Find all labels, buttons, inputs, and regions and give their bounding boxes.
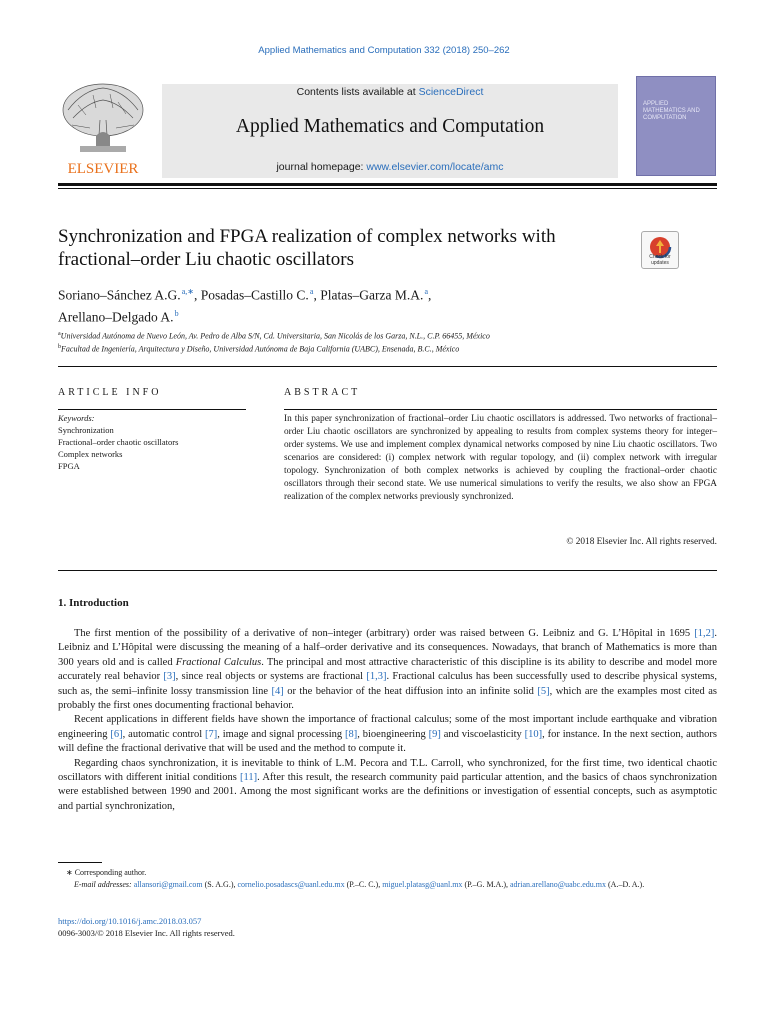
affiliations bbox=[58, 329, 718, 354]
affiliation-b bbox=[58, 342, 718, 355]
contents-prefix: Contents lists available at bbox=[296, 86, 419, 98]
corresponding-text: Corresponding author. bbox=[74, 868, 147, 877]
doi-block bbox=[58, 915, 458, 939]
corresponding-mark: ∗ bbox=[66, 868, 73, 877]
affiliation-text: Facultad de Ingeniería, Arquitectura y Diseño, Universidad Autónoma de Baja California (UABC), Ensenada, B.C., México bbox=[61, 344, 460, 354]
author-separator: , bbox=[428, 287, 432, 303]
cover-title: APPLIED MATHEMATICS AND COMPUTATION bbox=[643, 101, 700, 121]
abstract-text: In this paper synchronization of fractional–order Liu chaotic oscillators is addressed. Two networks of fractional–order Liu chaotic oscillators are synchronized by appealing to results from complex systems theory for integer–order systems. We use and implement complex dynamical networks composed by nine Liu chaotic oscillators. Two scenarios are considered: (i) complex network with regular topology, and (ii) complex network with irregular topology. Synchronization of both complex networks is achieved by coupling the fractional–order chaotic oscillators through their second state. We use numerical simulations to verify the results, we also show an FPGA realization of the complex networks previously synchronized. bbox=[284, 414, 717, 502]
author-separator: , bbox=[313, 287, 321, 303]
body-text-span: and viscoelasticity bbox=[440, 728, 525, 740]
body-text-span: or the behavior of the heat diffusion into an infinite solid bbox=[283, 685, 538, 697]
check-updates-label: Check for updates bbox=[649, 254, 671, 266]
citation-link[interactable]: [1,3] bbox=[366, 671, 387, 683]
keyword: FPGA bbox=[58, 461, 80, 471]
body-text-span: , image and signal processing bbox=[217, 728, 346, 740]
homepage-line bbox=[162, 161, 618, 173]
body-text-span: , for instance. In the next section, authors will define the fractional derivative that will be used and the method to compute it. bbox=[58, 728, 717, 755]
citation-link[interactable]: [11] bbox=[240, 772, 258, 784]
affiliation-mark: a bbox=[58, 331, 61, 337]
elsevier-tree-icon bbox=[58, 80, 148, 176]
keywords-block bbox=[58, 412, 248, 472]
citation-link[interactable]: [1,2] bbox=[694, 628, 715, 639]
citation-link[interactable]: [10] bbox=[524, 728, 543, 740]
affiliation-mark: b bbox=[58, 343, 61, 350]
abstract-rule bbox=[284, 409, 717, 410]
article-info-heading: ARTICLE INFO bbox=[58, 387, 162, 398]
author-affiliation-mark[interactable]: a bbox=[309, 287, 314, 296]
body-text-span: . After this result, the research community paid particular attention, and the basics of chaos synchronization were established between 1990 and 2001. Among the most significant works are the definitions or investigation of essential concepts, such as asymptotic and partial synchronization, bbox=[58, 772, 717, 812]
affiliation-a bbox=[58, 329, 718, 342]
author-separator: , bbox=[194, 287, 201, 303]
keyword: Fractional–order chaotic oscillators bbox=[58, 437, 179, 447]
author-name[interactable]: Platas–Garza M.A. bbox=[320, 287, 424, 303]
header-rule bbox=[58, 183, 717, 186]
author-name[interactable]: Arellano–Delgado A. bbox=[58, 309, 174, 324]
body-text-span: . The principal and most attractive characteristic of this discipline is its ability to describe and model more accurately real behavior bbox=[58, 656, 717, 683]
email-owner: (S. A.G.), bbox=[202, 879, 238, 889]
citation-link[interactable]: [6] bbox=[110, 728, 123, 740]
email-link[interactable]: allansori@gmail.com bbox=[133, 879, 203, 889]
issn-line: 0096-3003/© 2018 Elsevier Inc. All rights reserved. bbox=[58, 928, 235, 938]
citation-link[interactable]: [7] bbox=[205, 728, 218, 740]
affiliation-text: Universidad Autónoma de Nuevo León, Av. Pedro de Alba S/N, Cd. Universitaria, San Nicolás de los Garza, N.L., C.P. 66455, México bbox=[60, 331, 490, 341]
body-text-span: The first mention of the possibility of a derivative of non–integer (arbitrary) order was raised between G. Leibniz and G. L’Hôpital in 1695 bbox=[74, 628, 695, 639]
email-link[interactable]: cornelio.posadascs@uanl.edu.mx bbox=[237, 879, 345, 889]
body-text-span: Regarding chaos synchronization, it is inevitable to think of L.M. Pecora and T.L. Carroll, who synchronized, for the first time, two identical chaotic oscillators with different initial conditions bbox=[58, 757, 717, 784]
body-text-span: . Fractional calculus has been successfully used to describe physical systems, such as, the semi–infinite lossy transmission line bbox=[58, 671, 718, 697]
body-emphasis: Fractional Calculus bbox=[175, 656, 262, 668]
elsevier-logo bbox=[58, 80, 148, 176]
keyword: Synchronization bbox=[58, 425, 114, 435]
section-rule bbox=[58, 366, 717, 367]
paragraph bbox=[58, 713, 717, 756]
footnotes bbox=[58, 867, 717, 890]
author-name[interactable]: Soriano–Sánchez A.G. bbox=[58, 287, 181, 303]
paragraph bbox=[58, 757, 717, 815]
author-affiliation-mark[interactable]: a bbox=[424, 287, 429, 296]
email-link[interactable]: adrian.arellano@uabc.edu.mx bbox=[510, 879, 606, 889]
corresponding-author-note bbox=[58, 867, 717, 879]
abstract-heading: ABSTRACT bbox=[284, 387, 361, 398]
email-owner: (P.–G. M.A.), bbox=[462, 879, 510, 889]
contents-line bbox=[162, 86, 618, 98]
section-heading: 1. Introduction bbox=[58, 597, 129, 609]
email-addresses bbox=[58, 879, 717, 891]
keywords-label: Keywords: bbox=[58, 413, 95, 423]
journal-homepage-link[interactable]: www.elsevier.com/locate/amc bbox=[366, 161, 504, 173]
body-text-span: , automatic control bbox=[122, 728, 206, 740]
elsevier-wordmark: ELSEVIER bbox=[67, 161, 139, 176]
citation-link[interactable]: [8] bbox=[345, 728, 358, 740]
introduction-body bbox=[58, 627, 717, 814]
email-owner: (A.–D. A.). bbox=[606, 879, 645, 889]
sciencedirect-link[interactable]: ScienceDirect bbox=[418, 86, 484, 98]
article-info-rule bbox=[58, 409, 246, 410]
abstract-copyright: © 2018 Elsevier Inc. All rights reserved. bbox=[566, 537, 717, 547]
check-for-updates-button[interactable] bbox=[641, 231, 679, 269]
homepage-prefix: journal homepage: bbox=[276, 161, 367, 173]
section-rule bbox=[58, 570, 717, 571]
body-text-span: , bioengineering bbox=[357, 728, 429, 740]
author-affiliation-mark[interactable]: a,∗ bbox=[181, 287, 195, 296]
author-name[interactable]: Posadas–Castillo C. bbox=[200, 287, 309, 303]
header-rule-thin bbox=[58, 188, 717, 189]
email-owner: (P.–C. C.), bbox=[344, 879, 383, 889]
email-label: E-mail addresses: bbox=[74, 879, 132, 889]
footnote-rule bbox=[58, 862, 102, 863]
doi-link[interactable]: https://doi.org/10.1016/j.amc.2018.03.057 bbox=[58, 916, 202, 926]
citation-link[interactable]: [3] bbox=[163, 671, 176, 683]
journal-cover-thumbnail bbox=[636, 76, 716, 176]
journal-reference-link[interactable]: Applied Mathematics and Computation 332 (2018) 250–262 bbox=[258, 45, 510, 56]
email-link[interactable]: miguel.platasg@uanl.mx bbox=[382, 879, 463, 889]
journal-title: Applied Mathematics and Computation bbox=[235, 116, 545, 137]
citation-link[interactable]: [5] bbox=[537, 685, 550, 697]
citation-link[interactable]: [4] bbox=[271, 685, 284, 697]
body-text-span: . Leibniz and L’Hôpital were discussing the meaning of a half–order derivative and its consequences. Nowadays, that branch of Mathematics is more than 300 years old and is called bbox=[58, 628, 717, 668]
keyword: Complex networks bbox=[58, 449, 123, 459]
body-text-span: , which are the examples most cited as probably the first ones documenting fractional behavior. bbox=[58, 685, 718, 712]
paragraph bbox=[58, 627, 717, 713]
authors-list bbox=[58, 283, 658, 326]
author-affiliation-mark[interactable]: b bbox=[174, 308, 179, 318]
body-text-span: Recent applications in different fields have shown the importance of fractional calculus; some of the most important include earthquake and vibration engineering bbox=[58, 714, 717, 740]
citation-link[interactable]: [9] bbox=[428, 728, 441, 740]
paper-title: Synchronization and FPGA realization of complex networks with fractional–order Liu chaotic oscillators bbox=[58, 226, 556, 270]
body-text-span: , since real objects or systems are fractional bbox=[175, 671, 367, 683]
